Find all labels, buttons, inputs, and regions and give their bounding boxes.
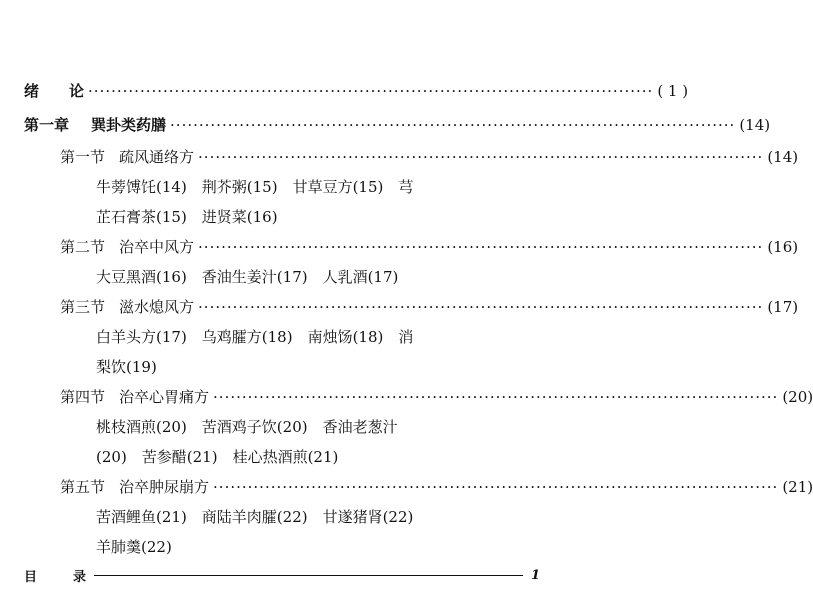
toc-entry-section3 xyxy=(60,296,799,317)
toc-section-title: 第二节 治卒中风方 xyxy=(60,238,195,256)
toc-subentry-line: 苦酒鲤鱼(21) 商陆羊肉臛(22) 甘遂猪肾(22) xyxy=(96,508,414,526)
toc-section-title: 第四节 治卒心胃痛方 xyxy=(60,388,210,406)
dot-leader: ·································································································· xyxy=(198,298,764,316)
toc-subentry-line: 白羊头方(17) 乌鸡臛方(18) 南烛饧(18) 消 xyxy=(96,328,414,346)
toc-section-title: 第一节 疏风通络方 xyxy=(60,148,195,166)
toc-subentry-line: 桃枝酒煎(20) 苦酒鸡子饮(20) 香油老葱汁 xyxy=(96,418,398,436)
toc-page-number: (14) xyxy=(767,148,799,166)
toc-entry-chapter1 xyxy=(24,114,771,135)
toc-section-title: 第五节 治卒肿尿崩方 xyxy=(60,478,210,496)
toc-entry-section2 xyxy=(60,236,799,257)
toc-intro-title: 绪 论 xyxy=(24,82,85,100)
toc-section-title: 第三节 滋水熄风方 xyxy=(60,298,195,316)
footer-label: 目 录 xyxy=(24,570,87,585)
toc-page-number: (20) xyxy=(782,388,813,406)
toc-page-number: (17) xyxy=(767,298,799,316)
toc-subentry-line: 大豆黑酒(16) 香油生姜汁(17) 人乳酒(17) xyxy=(96,268,399,286)
toc-entry-section5 xyxy=(60,476,813,497)
toc-chapter-title: 第一章 巽卦类药膳 xyxy=(24,116,167,134)
toc-subentry-line: 牛蒡馎饦(14) 荆芥粥(15) 甘草豆方(15) 芎 xyxy=(96,178,414,196)
toc-page-number: (14) xyxy=(739,116,771,134)
dot-leader: ·································································································· xyxy=(88,82,654,100)
toc-page-number: (21) xyxy=(782,478,813,496)
footer-rule xyxy=(94,575,523,576)
toc-entry-section4 xyxy=(60,386,813,407)
page-footer xyxy=(24,566,540,585)
toc-subentry-line: 梨饮(19) xyxy=(96,358,157,376)
dot-leader: ·································································································· xyxy=(213,478,779,496)
dot-leader: ·································································································· xyxy=(170,116,736,134)
toc-subentry-line: (20) 苦参醋(21) 桂心热酒煎(21) xyxy=(96,448,339,466)
dot-leader: ·································································································· xyxy=(213,388,779,406)
toc-entry-intro xyxy=(24,80,689,101)
toc-subentry-line: 羊肺羹(22) xyxy=(96,538,172,556)
footer-page-number: 1 xyxy=(530,568,540,583)
toc-entry-section1 xyxy=(60,146,799,167)
toc-subentry-line: 芷石膏茶(15) 进贤菜(16) xyxy=(96,208,278,226)
toc-page-number: (16) xyxy=(767,238,799,256)
toc-page-number: ( 1 ) xyxy=(657,82,689,100)
dot-leader: ·································································································· xyxy=(198,148,764,166)
dot-leader: ·································································································· xyxy=(198,238,764,256)
